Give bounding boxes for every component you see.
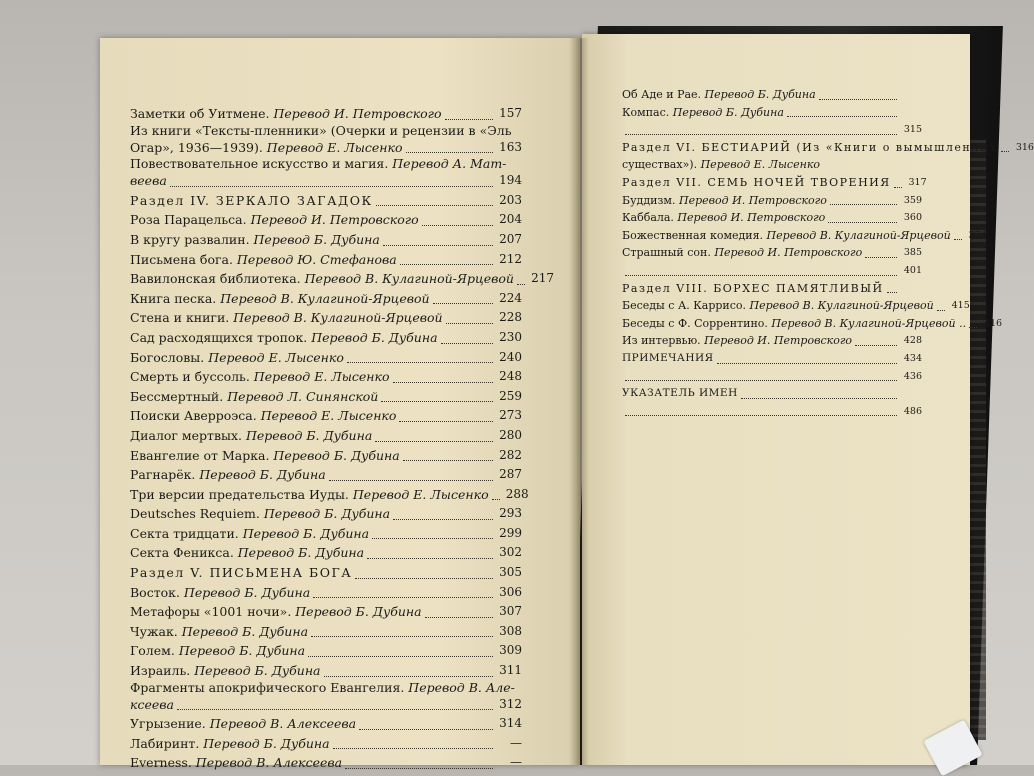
toc-entry (622, 315, 1003, 333)
leader-dots (400, 264, 493, 265)
leader-dots (492, 499, 500, 500)
entry-translator: Перевод В. Кулагиной-Ярцевой (220, 290, 430, 306)
entry-translator: Перевод И. Петровского (273, 106, 442, 121)
toc-entry (130, 714, 522, 734)
entry-translator: Перевод Б. Дубина (311, 329, 438, 345)
entry-translator: Перевод Б. Дубина (704, 88, 816, 101)
toc-entry (130, 406, 522, 426)
toc-entry (130, 426, 522, 446)
entry-text (130, 524, 369, 544)
page-number: 163 (499, 139, 522, 154)
entry-text (622, 227, 951, 245)
entry-text (622, 332, 852, 350)
entry-translator: Перевод Е. Лысенко (208, 349, 344, 365)
entry-translator: Перевод Б. Дубина (183, 584, 311, 600)
leader-dots (865, 257, 897, 258)
leader-dots (177, 709, 493, 710)
entry-translator: Перевод А. Мат- (392, 156, 507, 172)
section-title: Раздел VII. СЕМЬ НОЧЕЙ ТВОРЕНИЯ (622, 175, 891, 189)
toc-entry (130, 191, 522, 211)
entry-translator: Перевод Б. Дубина (203, 735, 330, 751)
entry-text (130, 367, 390, 387)
page-number: 317 (908, 176, 927, 188)
toc-entry (622, 280, 922, 298)
leader-dots (345, 768, 493, 769)
entry-text (130, 641, 305, 661)
page-number: 416 (983, 317, 1003, 329)
leader-dots (969, 327, 977, 328)
page-number: 305 (499, 565, 522, 580)
toc-entry (130, 641, 522, 661)
entry-text (130, 308, 443, 328)
entry-text (130, 753, 342, 773)
entry-text (622, 156, 820, 174)
entry-text (130, 406, 396, 426)
entry-text (130, 485, 489, 505)
entry-text (130, 269, 514, 289)
entry-translator: Перевод Е. Лысенко (266, 139, 403, 155)
leader-dots (1001, 151, 1009, 152)
entry-text (130, 156, 506, 171)
toc-entry (130, 138, 522, 158)
entry-translator: Перевод Е. Лысенко (700, 158, 821, 172)
entry-title: Роза Парацельса. (130, 212, 251, 228)
entry-title: Лабиринт. (130, 735, 204, 751)
toc-entry (622, 156, 922, 174)
toc-entry (622, 104, 922, 122)
toc-entry (130, 543, 522, 563)
toc-entry (622, 86, 922, 104)
page-number: 316 (1015, 141, 1034, 153)
page-number: 293 (499, 506, 522, 521)
entry-continuation: Огар», 1936—1939). (130, 139, 267, 155)
entry-translator: Перевод И. Петровского (677, 211, 826, 225)
entry-continuation: ксеева (130, 696, 174, 712)
entry-first-line (130, 157, 522, 171)
entry-text (622, 244, 862, 262)
toc-entry (622, 403, 922, 421)
page-number: 312 (499, 696, 522, 711)
entry-translator: Перевод Б. Дубина (194, 663, 321, 679)
page-number: 360 (903, 212, 922, 224)
entry-translator: Перевод В. Алексеева (195, 755, 343, 771)
leader-dots (403, 460, 493, 461)
leader-dots (399, 421, 493, 422)
page-number: 299 (499, 525, 522, 540)
entry-title: Из интервью. (622, 334, 705, 348)
entry-title: Каббала. (622, 211, 678, 225)
page-number: 230 (499, 329, 522, 344)
page-number: 212 (499, 251, 522, 266)
leader-dots (372, 538, 493, 539)
toc-entry (622, 332, 922, 350)
leader-dots (425, 617, 493, 618)
section-title: Раздел VI. БЕСТИАРИЙ (Из «Книги о вымышленных (622, 140, 998, 154)
leader-dots (333, 748, 493, 749)
leader-dots (393, 519, 493, 520)
entry-translator: Перевод Б. Дубина (672, 105, 784, 119)
entry-title: Из книги «Тексты-пленники» (Очерки и рецензии в «Эль (130, 122, 512, 138)
entry-text (130, 123, 512, 138)
toc-entry (622, 368, 922, 386)
entry-translator: Перевод Б. Дубина (273, 447, 400, 463)
page-number: 308 (499, 623, 522, 638)
appendix-title: ПРИМЕЧАНИЯ (622, 351, 714, 364)
entry-text (130, 734, 330, 754)
leader-dots (741, 398, 897, 399)
page-number: 306 (499, 584, 522, 599)
entry-translator: Перевод В. Кулагиной-Ярцевой (304, 271, 514, 287)
entry-text (130, 191, 373, 211)
entry-translator: Перевод Б. Дубина (199, 467, 326, 483)
toc-entry (130, 695, 522, 715)
leader-dots (376, 205, 493, 206)
toc-entry (130, 308, 522, 328)
leader-dots (625, 134, 897, 135)
entry-title: Вавилонская библиотека. (130, 271, 305, 287)
page-number: — (510, 755, 522, 770)
book-gutter (569, 38, 589, 765)
page-number: 374 (968, 229, 987, 241)
entry-text (130, 426, 372, 446)
page-number: 204 (499, 212, 522, 227)
entry-translator: Перевод И. Петровского (704, 334, 853, 348)
entry-title: Письмена бога. (130, 251, 237, 267)
page-number: 486 (903, 405, 922, 417)
toc-entry (130, 289, 522, 309)
toc-entry (622, 244, 922, 262)
entry-translator: Перевод В. Кулагиной-Ярцевой (749, 299, 934, 313)
entry-title: Фрагменты апокрифического Евангелия. (130, 679, 409, 695)
page-number: 415 (951, 300, 970, 312)
entry-text (130, 446, 400, 466)
page-number: 273 (499, 408, 522, 423)
page-number: 248 (499, 369, 522, 384)
page-number: 311 (499, 663, 522, 678)
entry-text (130, 104, 442, 124)
page-number: 288 (505, 486, 529, 501)
entry-text (622, 174, 891, 192)
entry-continuation: веева (130, 173, 167, 189)
entry-text (130, 543, 364, 563)
entry-title: Богословы. (130, 349, 209, 365)
entry-title: Поиски Аверроэса. (130, 408, 261, 424)
entry-title: Бессмертный. (130, 388, 228, 404)
page-number: 314 (499, 716, 522, 731)
entry-translator: Перевод Б. Дубина (181, 623, 309, 639)
entry-translator: Перевод В. Кулагиной-Ярцевой (766, 228, 951, 242)
entry-translator: Перевод Б. Дубина (242, 525, 370, 541)
entry-text (130, 289, 430, 309)
leader-dots (517, 284, 525, 285)
entry-title: Божественная комедия. (622, 228, 767, 242)
entry-text (130, 661, 321, 681)
entry-text (622, 280, 884, 298)
toc-right (622, 86, 1034, 420)
leader-dots (170, 186, 493, 187)
leader-dots (830, 204, 897, 205)
page-number: 194 (499, 173, 522, 188)
entry-translator: Перевод И. Петровского (250, 212, 419, 228)
entry-text (622, 139, 998, 157)
entry-text (622, 192, 827, 210)
toc-entry (130, 524, 522, 544)
entry-text (130, 328, 438, 348)
section-title: Раздел VIII. БОРХЕС ПАМЯТЛИВЫЙ (622, 281, 884, 295)
entry-translator: Перевод В. Але- (408, 679, 515, 695)
entry-title: Восток. (130, 584, 184, 600)
entry-title: Заметки об Уитмене. (130, 106, 274, 121)
leader-dots (445, 119, 493, 120)
toc-entry (622, 121, 922, 139)
toc-entry (130, 367, 522, 387)
entry-translator: Перевод В. Кулагиной-Ярцевой (233, 310, 443, 326)
entry-text (130, 210, 419, 230)
leader-dots (383, 245, 493, 246)
entry-title: Рагнарёк. (130, 467, 200, 483)
entry-translator: Перевод Б. Дубина (263, 506, 391, 522)
entry-translator: Перевод И. Петровского (714, 246, 863, 260)
entry-translator: Перевод Е. Лысенко (352, 486, 489, 502)
leader-dots (355, 578, 493, 579)
toc-left (130, 104, 554, 773)
toc-entry (130, 504, 522, 524)
entry-continuation: существах»). (622, 158, 701, 172)
section-title: Раздел V. ПИСЬМЕНА БОГА (130, 565, 353, 581)
entry-title: Deutsches Requiem. (130, 506, 264, 522)
leader-dots (894, 187, 902, 188)
toc-entry (130, 753, 522, 773)
page-number: 315 (903, 124, 922, 136)
leader-dots (717, 363, 897, 364)
entry-text (130, 714, 356, 734)
entry-title: Метафоры «1001 ночи». (130, 604, 296, 620)
entry-title: Компас. (622, 105, 673, 119)
entry-title: Смерть и буссоль. (130, 369, 254, 385)
page-number: 428 (903, 335, 922, 347)
leader-dots (313, 597, 493, 598)
toc-entry (130, 210, 522, 230)
toc-entry (622, 227, 987, 245)
entry-title: Сад расходящихся тропок. (130, 329, 312, 345)
page-number: 240 (499, 349, 522, 364)
toc-entry (130, 269, 554, 289)
page-number: 280 (499, 427, 522, 442)
entry-text (130, 348, 344, 368)
entry-text (622, 384, 738, 403)
leader-dots (375, 441, 493, 442)
page-number: 302 (499, 545, 522, 560)
leader-dots (406, 152, 494, 153)
leader-dots (625, 415, 897, 416)
toc-entry (622, 262, 922, 280)
toc-entry (130, 485, 529, 505)
page-number: 282 (499, 447, 522, 462)
entry-text (130, 583, 310, 603)
toc-entry (130, 387, 522, 407)
leader-dots (311, 636, 493, 637)
page-number: 359 (903, 194, 922, 206)
entry-text (130, 622, 308, 642)
entry-title: Об Аде и Рае. (622, 88, 705, 101)
entry-title: Буддизм. (622, 193, 679, 207)
toc-entry (622, 350, 922, 368)
toc-entry (130, 171, 522, 191)
entry-translator: Перевод Б. Дубина (253, 231, 380, 247)
toc-entry (622, 209, 922, 227)
entry-text (130, 250, 397, 270)
leader-dots (441, 343, 493, 344)
leader-dots (347, 362, 493, 363)
leader-dots (855, 345, 897, 346)
leader-dots (787, 116, 897, 117)
entry-translator: Перевод В. Кулагиной-Ярцевой .. (771, 316, 967, 330)
entry-title: Беседы с А. Каррисо. (622, 299, 750, 313)
entry-text (130, 171, 167, 191)
entry-text (130, 387, 378, 407)
leader-dots (887, 292, 897, 293)
entry-title: Чужак. (130, 623, 182, 639)
entry-title: Everness. (130, 755, 196, 771)
page-number: 434 (903, 352, 922, 364)
toc-entry (130, 446, 522, 466)
entry-title: Книга песка. (130, 290, 221, 306)
entry-translator: Перевод Е. Лысенко (260, 408, 397, 424)
toc-entry (130, 230, 522, 250)
page-number: 259 (499, 388, 522, 403)
entry-title: Голем. (130, 643, 179, 659)
page-number: 436 (903, 370, 922, 382)
entry-first-line (130, 124, 522, 138)
toc-entry (130, 602, 522, 622)
toc-entry (130, 563, 522, 583)
toc-entry (130, 465, 522, 485)
entry-title: Израиль. (130, 663, 195, 679)
entry-text (130, 563, 352, 583)
entry-text (622, 349, 714, 368)
entry-translator: Перевод Л. Синянской (227, 388, 379, 404)
entry-text (130, 465, 326, 485)
entry-text (130, 138, 403, 158)
page-number: 385 (903, 247, 922, 259)
toc-entry (622, 385, 922, 403)
entry-translator: Перевод Б. Дубина (245, 427, 373, 443)
leader-dots (446, 323, 493, 324)
entry-title: Стена и книги. (130, 310, 234, 326)
leader-dots (828, 222, 897, 223)
page-number: — (510, 735, 522, 750)
entry-title: Секта Феникса. (130, 545, 238, 561)
page-number: 309 (499, 643, 522, 658)
entry-first-line (130, 681, 522, 695)
section-title: Раздел IV. ЗЕРКАЛО ЗАГАДОК (130, 192, 373, 208)
page-number: 228 (499, 310, 522, 325)
leader-dots (422, 225, 493, 226)
leader-dots (359, 729, 493, 730)
page-number: 203 (499, 192, 522, 207)
entry-text (130, 230, 380, 250)
entry-text (622, 297, 934, 315)
page-number: 224 (499, 290, 522, 305)
entry-title: Евангелие от Марка. (130, 447, 274, 463)
entry-title: Диалог мертвых. (130, 427, 246, 443)
entry-translator: Перевод Б. Дубина (237, 545, 365, 561)
entry-translator: Перевод И. Петровского (678, 193, 827, 207)
entry-text (130, 602, 422, 622)
entry-title: В кругу развалин. (130, 231, 254, 247)
entry-text (622, 315, 966, 333)
toc-entry (130, 622, 522, 642)
leader-dots (308, 656, 493, 657)
toc-entry (622, 192, 922, 210)
leader-dots (625, 380, 897, 381)
entry-text (622, 104, 784, 122)
entry-title: Повествовательное искусство и магия. (130, 156, 393, 172)
entry-text (130, 504, 390, 524)
toc-entry (130, 661, 522, 681)
leader-dots (433, 303, 493, 304)
leader-dots (393, 382, 494, 383)
entry-translator: Перевод Ю. Стефанова (236, 251, 397, 267)
toc-entry (130, 328, 522, 348)
toc-entry (130, 250, 522, 270)
toc-entry (130, 104, 522, 124)
page-number: 401 (903, 264, 922, 276)
entry-title: Страшный сон. (622, 246, 715, 260)
entry-text (130, 680, 515, 695)
entry-title: Беседы с Ф. Соррентино. (622, 316, 772, 330)
toc-entry (622, 297, 970, 315)
leader-dots (381, 401, 493, 402)
leader-dots (367, 558, 493, 559)
leader-dots (324, 676, 493, 677)
entry-translator: Перевод Б. Дубина (295, 604, 422, 620)
page-number: 217 (531, 271, 554, 286)
entry-title: Три версии предательства Иуды. (130, 486, 353, 502)
page-number: 207 (499, 231, 522, 246)
appendix-title: УКАЗАТЕЛЬ ИМЕН (622, 387, 738, 400)
entry-text (622, 86, 816, 104)
toc-entry (622, 174, 927, 192)
leader-dots (954, 239, 962, 240)
toc-entry (130, 734, 522, 754)
toc-entry (622, 139, 1034, 157)
entry-translator: Перевод Б. Дубина (178, 643, 306, 659)
leader-dots (625, 275, 897, 276)
leader-dots (937, 310, 945, 311)
page-number: 157 (499, 106, 522, 120)
entry-title: Угрызение. (130, 716, 210, 732)
page-number: 307 (499, 604, 522, 619)
entry-title: Секта тридцати. (130, 525, 243, 541)
leader-dots (329, 480, 493, 481)
leader-dots (819, 99, 897, 100)
entry-translator: Перевод В. Алексеева (209, 716, 357, 732)
entry-text (622, 209, 825, 227)
page-number: 287 (499, 467, 522, 482)
toc-entry (130, 348, 522, 368)
entry-text (130, 695, 174, 715)
toc-entry (130, 583, 522, 603)
entry-translator: Перевод Е. Лысенко (253, 369, 390, 385)
